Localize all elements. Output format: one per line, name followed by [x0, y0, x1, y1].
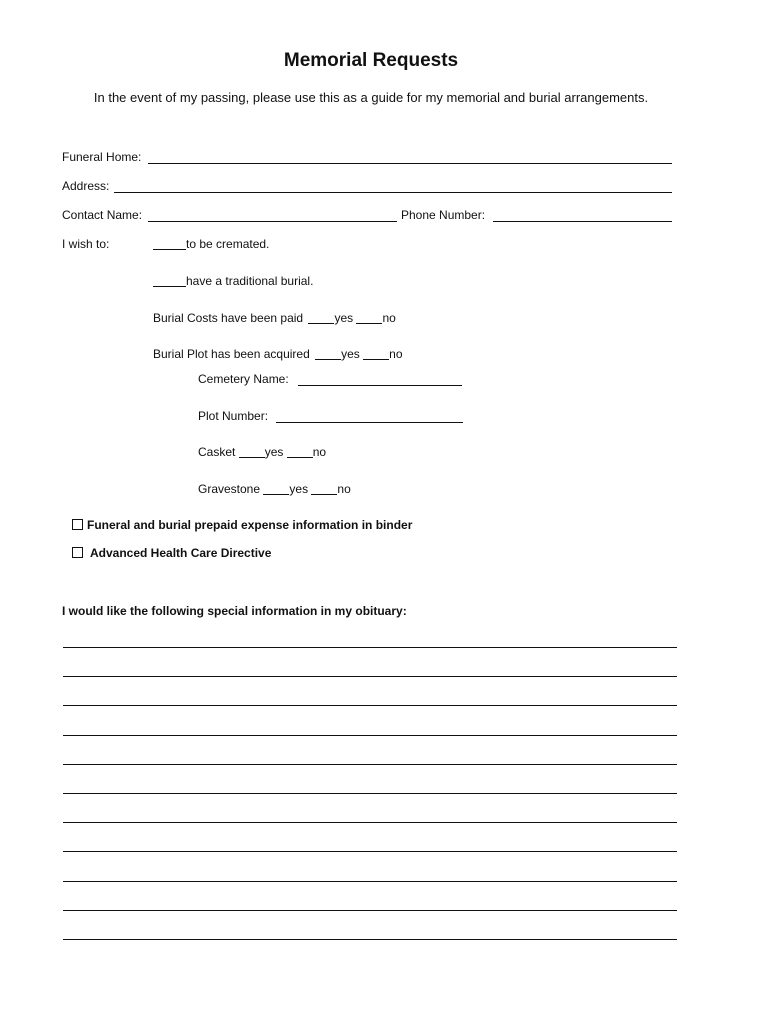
obituary-line[interactable]	[63, 910, 677, 911]
funeral-home-field[interactable]	[148, 163, 672, 164]
obituary-line[interactable]	[63, 822, 677, 823]
plot-number-field[interactable]	[276, 422, 463, 423]
burial-plot-label: Burial Plot has been acquired	[153, 347, 310, 361]
casket-row	[198, 445, 326, 459]
gravestone-no: no	[337, 482, 351, 496]
casket-label: Casket	[198, 445, 236, 459]
casket-yes-blank[interactable]	[239, 447, 265, 458]
cremated-blank[interactable]	[153, 239, 186, 250]
burial-plot-yes-blank[interactable]	[315, 349, 341, 360]
obituary-line[interactable]	[63, 705, 677, 706]
casket-no-blank[interactable]	[287, 447, 313, 458]
page-title: Memorial Requests	[283, 50, 459, 71]
health-directive-label: Advanced Health Care Directive	[90, 546, 272, 560]
obituary-line[interactable]	[63, 735, 677, 736]
burial-costs-yes-blank[interactable]	[308, 313, 334, 324]
obituary-line[interactable]	[63, 647, 677, 648]
burial-plot-row	[153, 347, 403, 361]
cremated-option[interactable]	[153, 237, 269, 251]
burial-costs-no: no	[382, 311, 396, 325]
cemetery-name-label: Cemetery Name:	[198, 372, 289, 386]
cremated-text: to be cremated.	[186, 237, 270, 251]
obituary-line[interactable]	[63, 939, 677, 940]
obituary-line[interactable]	[63, 851, 677, 852]
obituary-line[interactable]	[63, 793, 677, 794]
cemetery-name-field[interactable]	[298, 385, 462, 386]
burial-plot-no: no	[389, 347, 403, 361]
traditional-text: have a traditional burial.	[186, 274, 314, 288]
address-label: Address:	[62, 179, 110, 193]
gravestone-no-blank[interactable]	[311, 484, 337, 495]
burial-costs-no-blank[interactable]	[356, 313, 382, 324]
gravestone-label: Gravestone	[198, 482, 261, 496]
gravestone-yes-blank[interactable]	[263, 484, 289, 495]
casket-yes: yes	[264, 445, 284, 459]
gravestone-yes: yes	[289, 482, 309, 496]
gravestone-row	[198, 482, 351, 496]
traditional-blank[interactable]	[153, 276, 186, 287]
intro-text: In the event of my passing, please use this as a guide for my memorial and burial arrangements.	[93, 90, 649, 105]
contact-name-field[interactable]	[148, 221, 397, 222]
obituary-line[interactable]	[63, 764, 677, 765]
prepaid-info-label: Funeral and burial prepaid expense information in binder	[87, 518, 413, 532]
burial-costs-yes: yes	[334, 311, 354, 325]
phone-number-label: Phone Number:	[401, 208, 486, 222]
address-field[interactable]	[114, 192, 672, 193]
burial-costs-label: Burial Costs have been paid	[153, 311, 304, 325]
health-directive-checkbox[interactable]	[72, 547, 83, 558]
plot-number-label: Plot Number:	[198, 409, 269, 423]
casket-no: no	[312, 445, 327, 459]
burial-plot-no-blank[interactable]	[363, 349, 389, 360]
obituary-line[interactable]	[63, 881, 677, 882]
obituary-line[interactable]	[63, 676, 677, 677]
phone-number-field[interactable]	[493, 221, 672, 222]
obituary-heading: I would like the following special information in my obituary:	[62, 604, 407, 618]
burial-costs-row	[153, 311, 396, 325]
traditional-option[interactable]	[153, 274, 313, 288]
prepaid-info-checkbox[interactable]	[72, 519, 83, 530]
contact-name-label: Contact Name:	[62, 208, 143, 222]
funeral-home-label: Funeral Home:	[62, 150, 142, 164]
wish-label: I wish to:	[62, 237, 110, 251]
burial-plot-yes: yes	[341, 347, 360, 361]
